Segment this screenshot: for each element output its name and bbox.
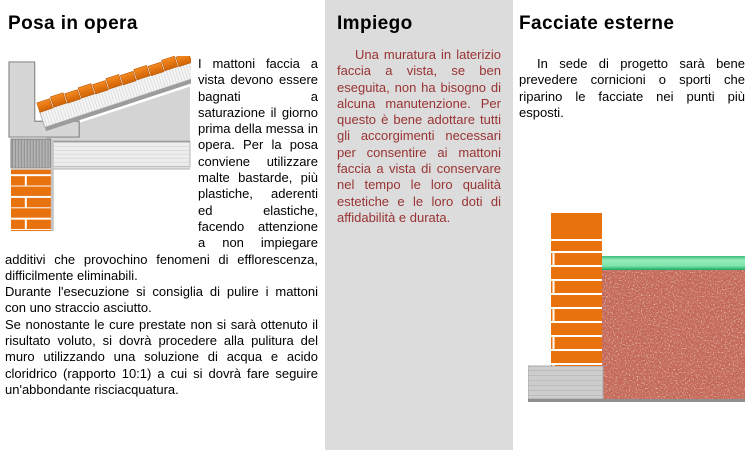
right-paragraph-1: In sede di progetto sarà bene prevedere cornicioni o sporti che riparino le facciate nei punti più esposti. xyxy=(519,56,745,120)
left-column-title: Posa in opera xyxy=(8,13,138,34)
left-paragraph-3: Se nonostante le cure prestate non si sarà ottenuto il risultato voluto, si dovrà procedere alla pulitura del muro utilizzando una soluzione di acqua e acido cloridrico (rapporto 10:1) a cui si dovrà fare seguire un'abbondante risciacquatura. xyxy=(5,316,318,397)
roof-eave-section-figure xyxy=(5,56,191,234)
brick-pillar xyxy=(551,213,602,366)
middle-column-title: Impiego xyxy=(337,13,413,34)
brick-wall xyxy=(11,170,52,231)
right-column-body xyxy=(519,56,745,121)
left-paragraph-1: I mattoni faccia a vista devono essere bagnati a saturazione il giorno prima della messa in opera. Per la posa conviene utilizzare malte bastarde, più plastiche, aderenti ed elastiche, facendo attenzione a non impiegare additivi che provochino fenomeni di efflorescenza, difficilmente eliminabili. xyxy=(5,56,318,283)
floor-slab xyxy=(51,141,190,167)
column-facciate-esterne xyxy=(519,0,745,403)
middle-column-body xyxy=(337,47,501,226)
left-paragraph-2: Durante l'esecuzione si consiglia di pulire i mattoni con uno straccio asciutto. xyxy=(5,284,318,316)
edge-beam-block xyxy=(11,139,51,168)
left-column-body xyxy=(5,56,318,398)
brick-pillar-facade-figure xyxy=(528,211,746,403)
green-flashing-band xyxy=(602,256,745,270)
middle-paragraph-1: Una muratura in laterizio faccia a vista, se ben eseguita, non ha bisogno di alcuna manutenzione. Per questo è bene adottare tutti gli accorgimenti necessari per consentire ai mattoni faccia a vista di conservare nel tempo le loro qualità estetiche e le loro doti di affidabilità e durata. xyxy=(337,47,501,225)
right-column-title: Facciate esterne xyxy=(519,13,675,34)
ground-shadow-line xyxy=(528,399,745,402)
column-impiego-panel xyxy=(325,0,513,450)
speckled-render-area xyxy=(602,270,745,399)
plinth-base xyxy=(528,366,603,399)
column-posa-in-opera xyxy=(5,0,318,398)
